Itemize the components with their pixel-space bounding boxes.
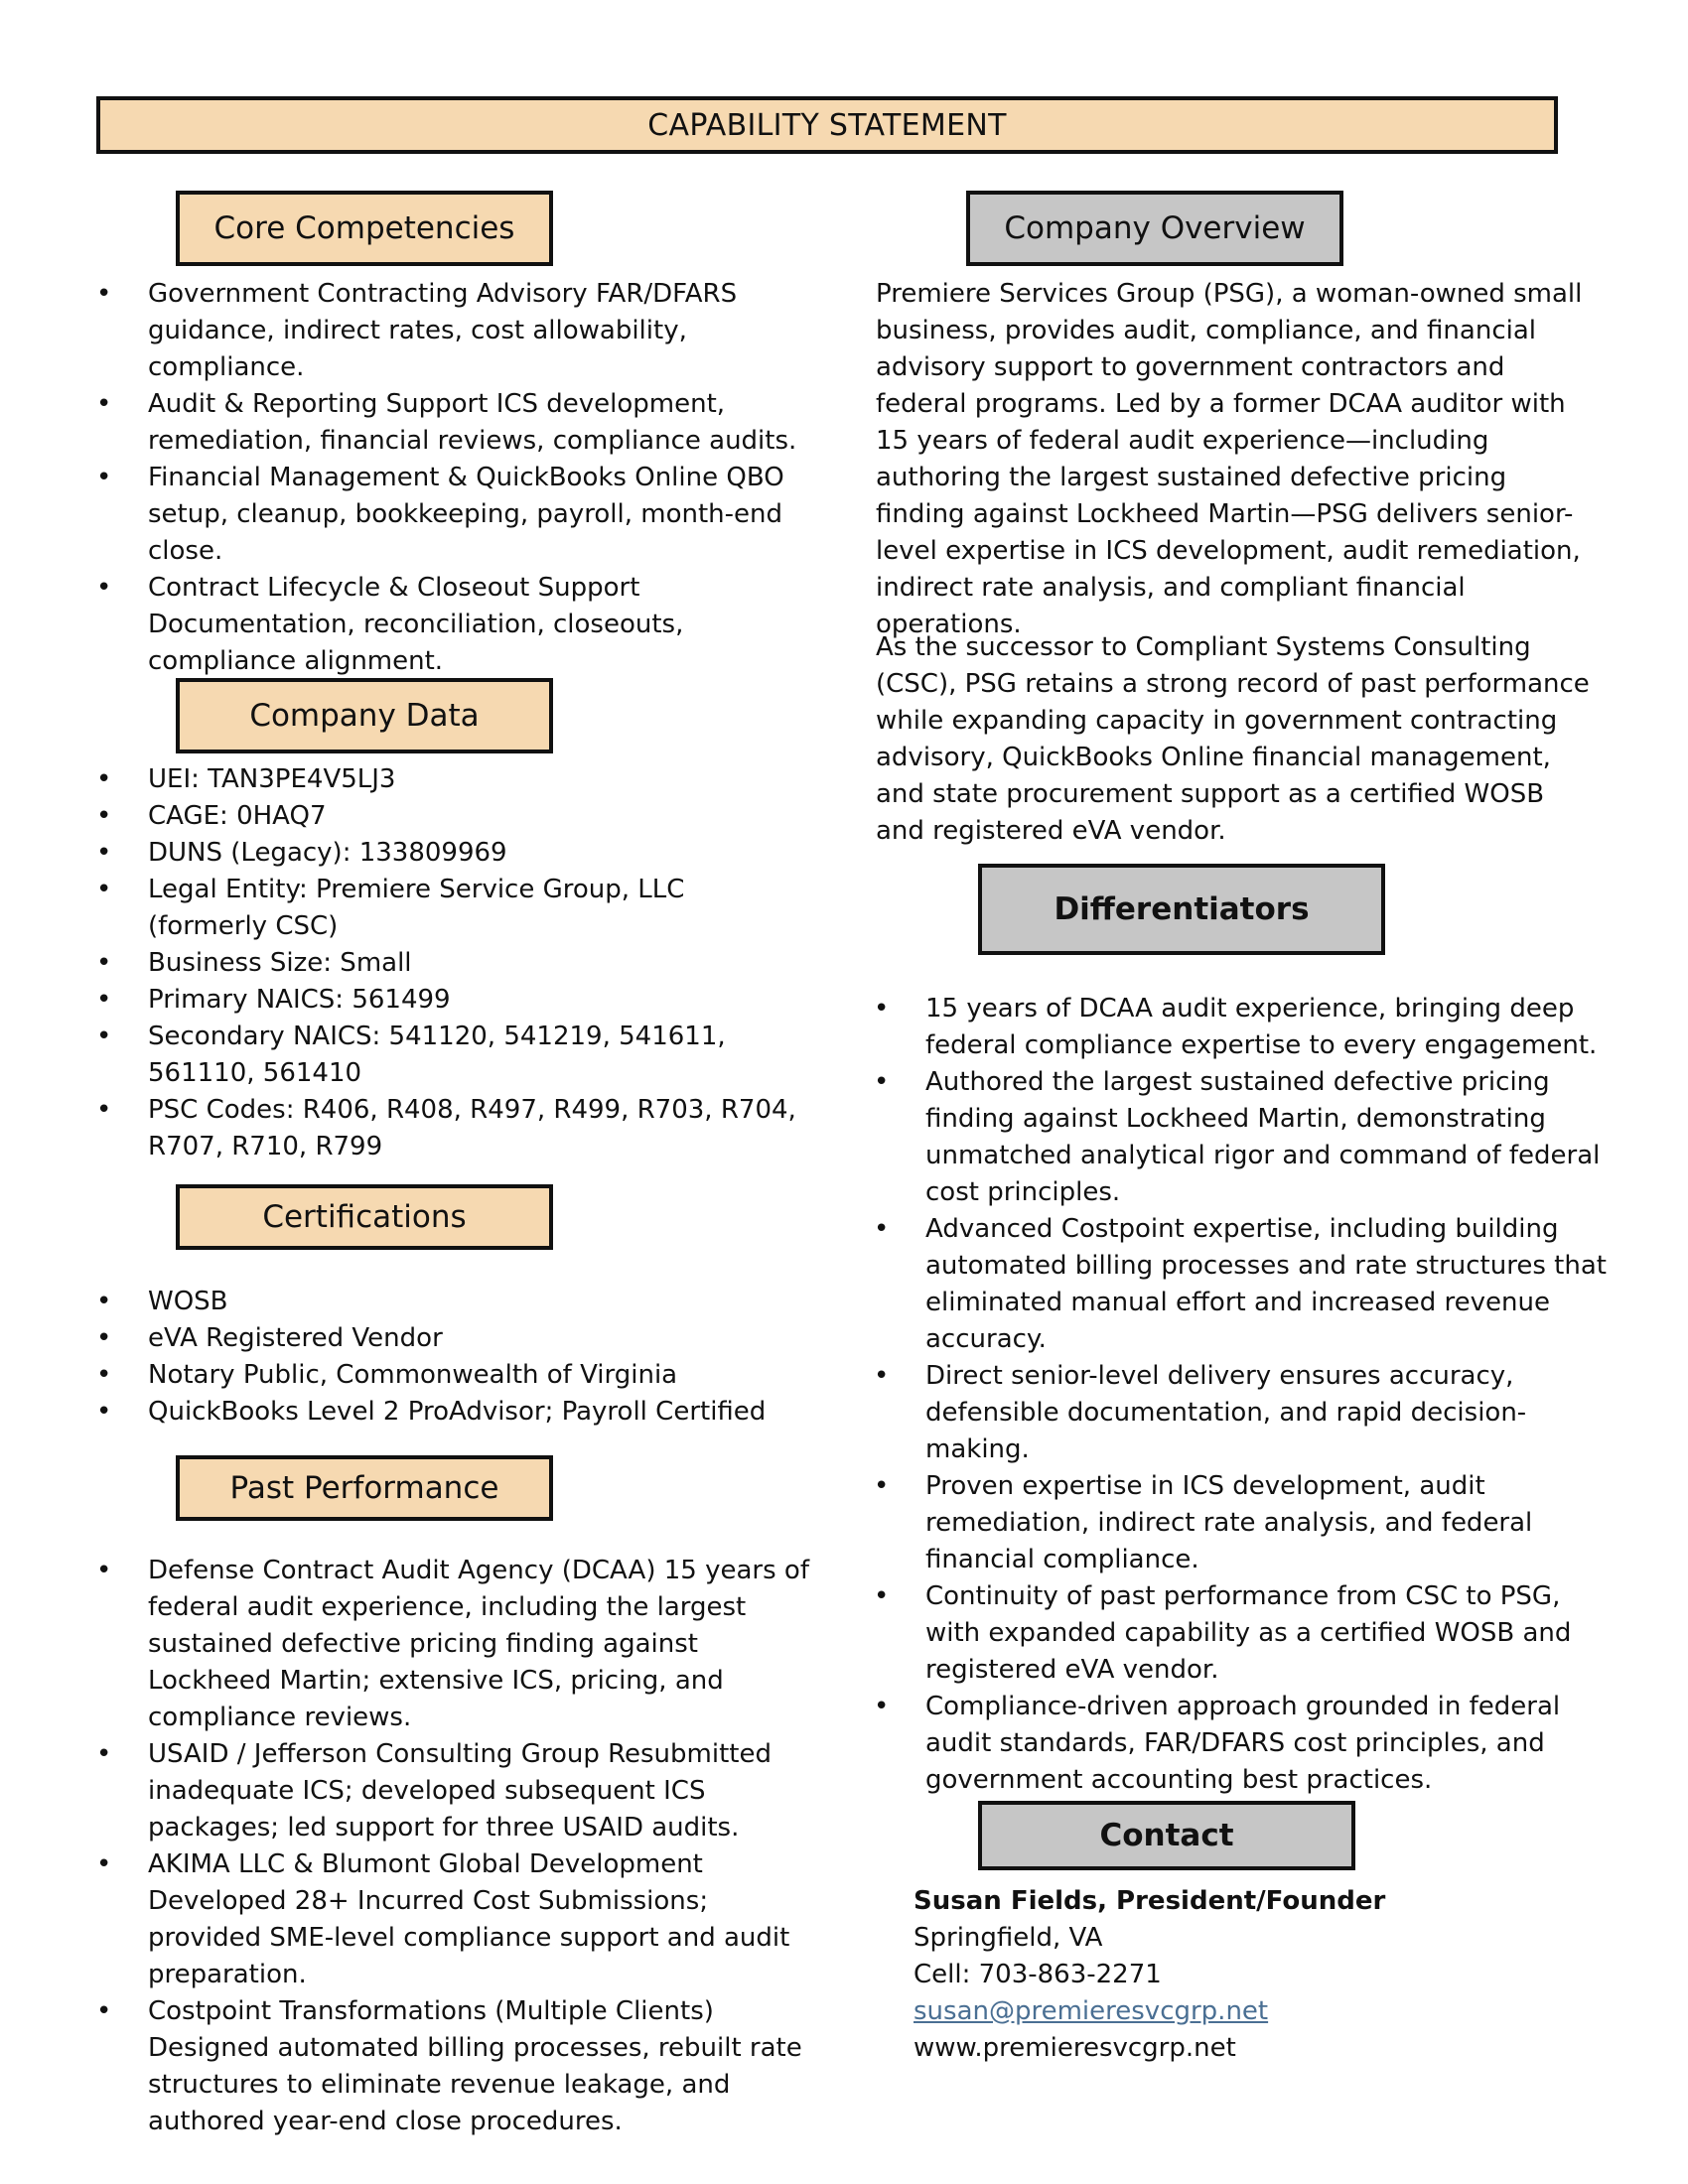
list-item: • Secondary NAICS: 541120, 541219, 541611, 561110, 561410: [96, 1019, 811, 1092]
contact-email-link[interactable]: susan@premieresvcgrp.net: [914, 1996, 1269, 2026]
list-item: • 15 years of DCAA audit experience, bringing deep federal compliance expertise to every engagement.: [874, 991, 1611, 1064]
past-performance-list: [96, 1553, 821, 2140]
certifications-list: [96, 1284, 811, 1431]
list-item: • PSC Codes: R406, R408, R497, R499, R703, R704, R707, R710, R799: [96, 1092, 811, 1165]
list-item: • Advanced Costpoint expertise, including building automated billing processes and rate structures that eliminated manual effort and increased revenue accuracy.: [874, 1211, 1611, 1358]
list-item: • WOSB: [96, 1284, 811, 1320]
list-item: • Primary NAICS: 561499: [96, 982, 811, 1019]
list-item: • Contract Lifecycle & Closeout Support Documentation, reconciliation, closeouts, compliance alignment.: [96, 570, 811, 680]
list-item: • DUNS (Legacy): 133809969: [96, 835, 811, 872]
list-item: • Authored the largest sustained defective pricing finding against Lockheed Martin, demonstrating unmatched analytical rigor and command of federal cost principles.: [874, 1064, 1611, 1211]
list-item: • Continuity of past performance from CSC to PSG, with expanded capability as a certified WOSB and registered eVA vendor.: [874, 1578, 1611, 1689]
contact-website: www.premieresvcgrp.net: [914, 2033, 1236, 2063]
list-item: • Audit & Reporting Support ICS development, remediation, financial reviews, compliance audits.: [96, 386, 811, 460]
list-item: • QuickBooks Level 2 ProAdvisor; Payroll Certified: [96, 1394, 811, 1431]
contact-name: Susan Fields, President/Founder: [914, 1886, 1386, 1916]
list-item: • Direct senior-level delivery ensures accuracy, defensible documentation, and rapid decision-making.: [874, 1358, 1611, 1468]
core-competencies-heading: Core Competencies: [176, 191, 553, 266]
list-item: • UEI: TAN3PE4V5LJ3: [96, 761, 811, 798]
overview-paragraph: Premiere Services Group (PSG), a woman-owned small business, provides audit, compliance, and financial advisory support to government contractors and federal programs. Led by a former DCAA auditor with 15 years of federal audit experience—including authoring the largest sustained defective pricing finding against Lockheed Martin—PSG delivers senior-level expertise in ICS development, audit remediation, indirect rate analysis, and compliant financial operations.: [876, 279, 1583, 639]
list-item: • eVA Registered Vendor: [96, 1320, 811, 1357]
list-item: • Compliance-driven approach grounded in federal audit standards, FAR/DFARS cost principles, and government accounting best practices.: [874, 1689, 1611, 1799]
list-item: • AKIMA LLC & Blumont Global Development Developed 28+ Incurred Cost Submissions; provided SME-level compliance support and audit preparation.: [96, 1846, 821, 1993]
list-item: • Business Size: Small: [96, 945, 811, 982]
core-competencies-list: [96, 276, 811, 680]
contact-block: [914, 1883, 1385, 2067]
differentiators-list: [874, 991, 1611, 1799]
company-data-list: [96, 761, 811, 1165]
overview-paragraph: As the successor to Compliant Systems Consulting (CSC), PSG retains a strong record of past performance while expanding capacity in government contracting advisory, QuickBooks Online financial management, and state procurement support as a certified WOSB and registered eVA vendor.: [876, 632, 1590, 846]
company-overview-heading: Company Overview: [966, 191, 1343, 266]
list-item: • Defense Contract Audit Agency (DCAA) 15 years of federal audit experience, including the largest sustained defective pricing finding against Lockheed Martin; extensive ICS, pricing, and compliance reviews.: [96, 1553, 821, 1736]
list-item: • CAGE: 0HAQ7: [96, 798, 811, 835]
list-item: • USAID / Jefferson Consulting Group Resubmitted inadequate ICS; developed subsequent ICS packages; led support for three USAID audits.: [96, 1736, 821, 1846]
list-item: • Government Contracting Advisory FAR/DFARS guidance, indirect rates, cost allowability, compliance.: [96, 276, 811, 386]
list-item: • Legal Entity: Premiere Service Group, LLC (formerly CSC): [96, 872, 811, 945]
certifications-heading: Certifications: [176, 1184, 553, 1250]
list-item: • Proven expertise in ICS development, audit remediation, indirect rate analysis, and federal financial compliance.: [874, 1468, 1611, 1578]
company-data-heading: Company Data: [176, 678, 553, 753]
past-performance-heading: Past Performance: [176, 1455, 553, 1521]
differentiators-heading: Differentiators: [978, 864, 1385, 955]
list-item: • Costpoint Transformations (Multiple Clients) Designed automated billing processes, rebuilt rate structures to eliminate revenue leakage, and authored year-end close procedures.: [96, 1993, 821, 2140]
contact-phone: Cell: 703-863-2271: [914, 1960, 1162, 1989]
list-item: • Financial Management & QuickBooks Online QBO setup, cleanup, bookkeeping, payroll, month-end close.: [96, 460, 811, 570]
contact-heading: Contact: [978, 1801, 1355, 1870]
contact-location: Springfield, VA: [914, 1923, 1103, 1953]
list-item: • Notary Public, Commonwealth of Virginia: [96, 1357, 811, 1394]
page-title: CAPABILITY STATEMENT: [96, 96, 1558, 154]
